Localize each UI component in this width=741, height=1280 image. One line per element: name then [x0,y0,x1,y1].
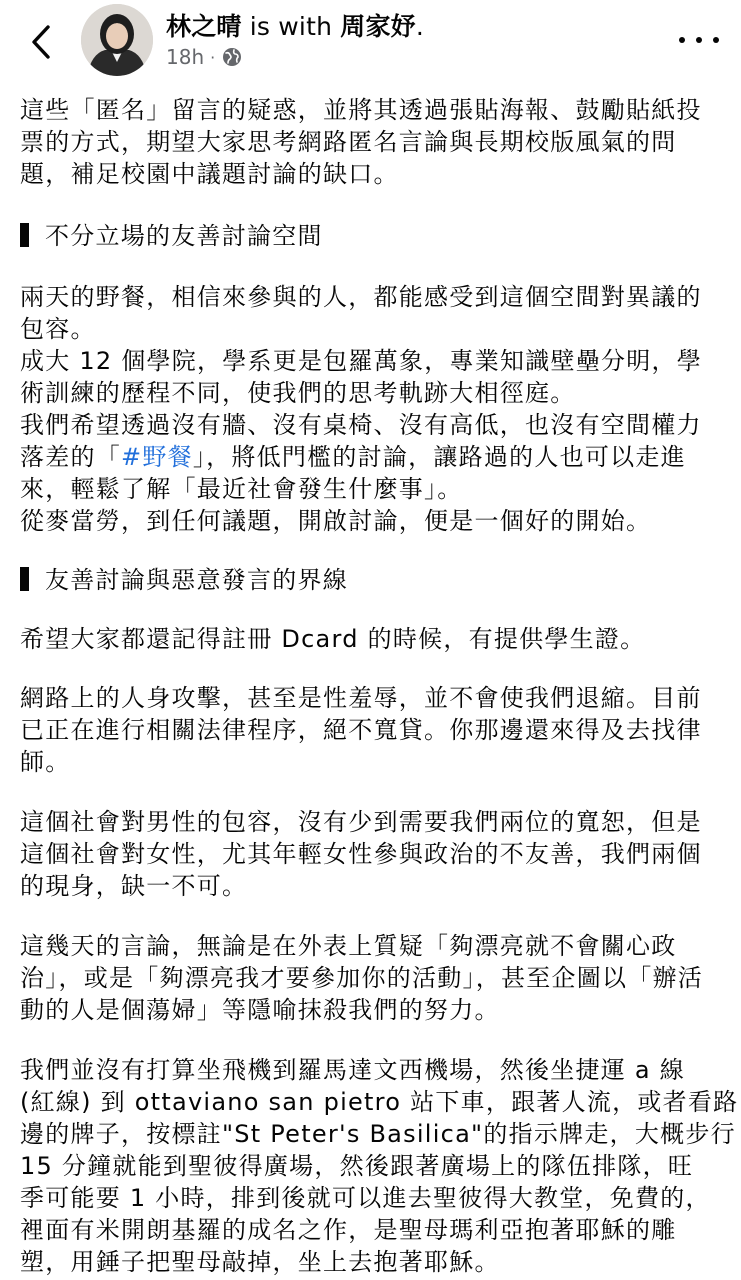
post-line: 師。 [20,748,71,776]
post-line: 已正在進行相關法律程序，絕不寬貸。你那邊還來得及去找律 [20,716,702,744]
post-line: 季可能要 1 小時，排到後就可以進去聖彼得大教堂，免費的， [20,1184,711,1212]
post-header [0,0,741,92]
tagged-friend[interactable]: 周家妤 [340,12,416,41]
heading-bar-icon [20,223,29,247]
post-line: 的現身，缺一不可。 [20,872,248,900]
post-line: 網路上的人身攻擊，甚至是性羞辱，並不會使我們退縮。目前 [20,684,702,712]
more-dots-icon [696,37,702,43]
post-line: 兩天的野餐，相信來參與的人，都能感受到這個空間對異議的 [20,283,702,311]
more-options-button[interactable] [679,30,719,50]
post-author-line [166,10,424,44]
heading-bar-icon [20,567,29,591]
section-heading [20,564,348,596]
post-line: (紅線) 到 ottaviano san pietro 站下車，跟著人流，或者看路 [20,1088,739,1116]
post-line: 這幾天的言論，無論是在外表上質疑「夠漂亮就不會關心政 [20,932,677,960]
post-time[interactable]: 18h [166,45,205,69]
globe-icon [222,47,242,67]
post-text: 落差的「 [20,443,121,471]
post-line: 票的方式，期望大家思考網路匿名言論與長期校版風氣的問 [20,128,677,156]
post-line: 題，補足校園中議題討論的缺口。 [20,160,399,188]
section-heading-text: 友善討論與惡意發言的界線 [45,566,348,594]
post-line: 15 分鐘就能到聖彼得廣場，然後跟著廣場上的隊伍排隊，旺 [20,1152,694,1180]
post-text: 」，將低門檻的討論，讓路過的人也可以走進 [192,443,686,471]
post-line: 從麥當勞，到任何議題，開啟討論，便是一個好的開始。 [20,507,652,535]
with-text: is with [241,12,341,41]
post-line: 邊的牌子，按標註"St Peter's Basilica"的指示牌走，大概步行 [20,1120,736,1148]
chevron-left-icon [31,25,51,59]
post-line: 塑，用錘子把聖母敲掉，坐上去抱著耶穌。 [20,1248,500,1276]
author-name[interactable]: 林之晴 [166,12,242,41]
post-line: 包容。 [20,315,96,343]
post-line-with-hashtag [20,441,686,473]
name-suffix: . [415,12,425,41]
post-line: 治」，或是「夠漂亮我才要參加你的活動」，甚至企圖以「辦活 [20,964,703,992]
section-heading-text: 不分立場的友善討論空間 [45,222,323,250]
post-meta [166,44,242,70]
post-line: 動的人是個蕩婦」等隱喻抹殺我們的努力。 [20,996,500,1024]
more-dots-icon [679,37,685,43]
back-button[interactable] [24,22,58,62]
post-line: 裡面有米開朗基羅的成名之作，是聖母瑪利亞抱著耶穌的雕 [20,1216,677,1244]
post-line: 來，輕鬆了解「最近社會發生什麼事」。 [20,475,463,503]
post-line: 這個社會對男性的包容，沒有少到需要我們兩位的寬恕，但是 [20,808,702,836]
section-heading [20,220,323,252]
meta-separator: · [210,47,216,67]
more-dots-icon [713,37,719,43]
post-line: 希望大家都還記得註冊 Dcard 的時候，有提供學生證。 [20,625,646,653]
post-line: 術訓練的歷程不同，使我們的思考軌跡大相徑庭。 [20,379,576,407]
post-line: 成大 12 個學院，學系更是包羅萬象，專業知識壁壘分明，學 [20,347,703,375]
post-line: 這個社會對女性，尤其年輕女性參與政治的不友善，我們兩個 [20,840,702,868]
post-line: 我們並沒有打算坐飛機到羅馬達文西機場，然後坐捷運 a 線 [20,1056,685,1084]
avatar[interactable] [81,4,153,76]
post-line: 我們希望透過沒有牆、沒有桌椅、沒有高低，也沒有空間權力 [20,411,702,439]
post-line: 這些「匿名」留言的疑惑，並將其透過張貼海報、鼓勵貼紙投 [20,96,702,124]
profile-photo [81,4,153,76]
hashtag-link[interactable]: #野餐 [121,443,193,471]
